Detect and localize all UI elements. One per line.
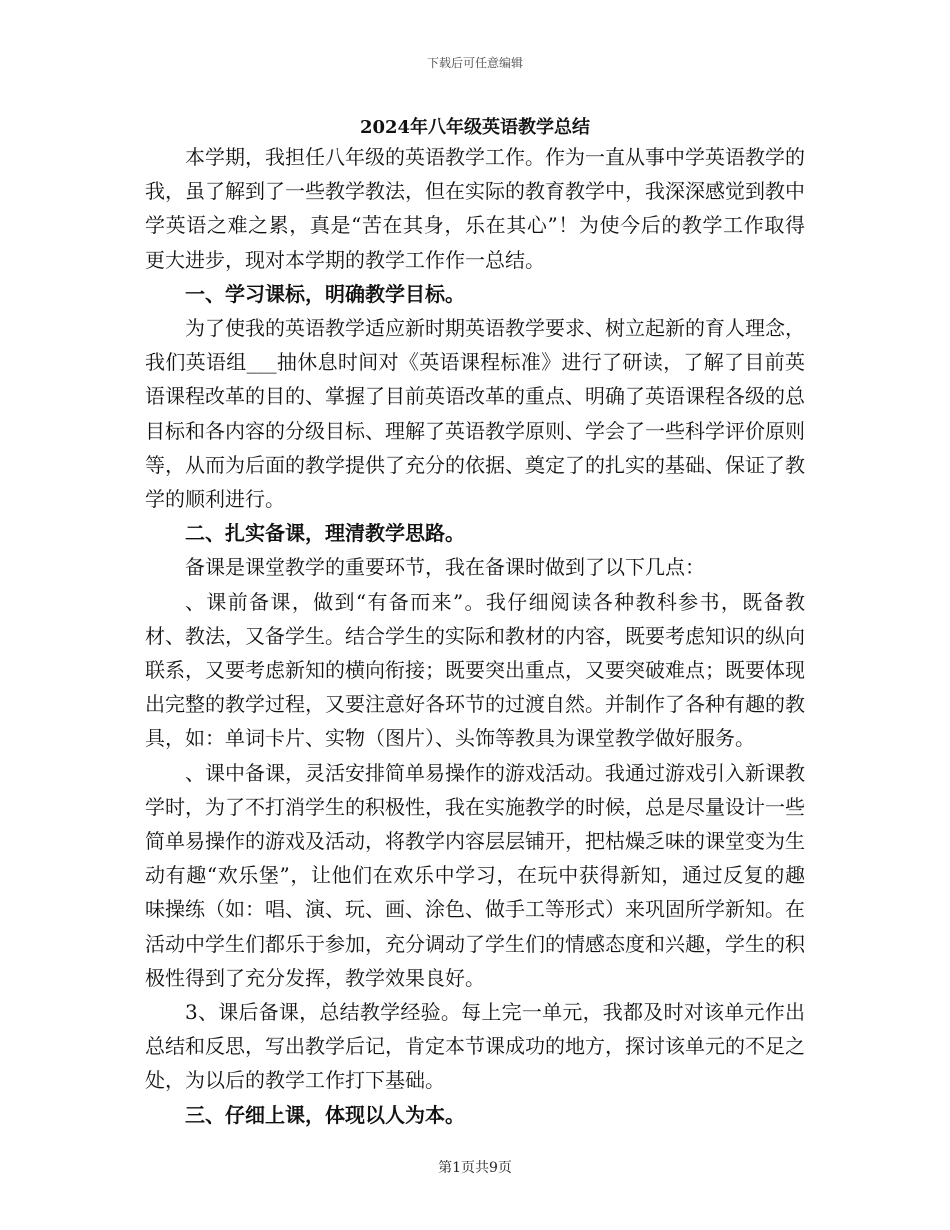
document-title: 2024年八年级英语教学总结 bbox=[359, 117, 591, 138]
page-footer: 第1页共9页 bbox=[438, 1160, 512, 1176]
intro-paragraph: 本学期，我担任八年级的英语教学工作。作为一直从事中学英语教学的我，虽了解到了一些教学教法，但在实际的教育教学中，我深深感觉到教中学英语之难之累，真是“苦在其身，乐在其心”！为使今后的教学工作取得更大进步，现对本学期的教学工作作一总结。 bbox=[145, 145, 805, 272]
section1-paragraph: 为了使我的英语教学适应新时期英语教学要求、树立起新的育人理念，我们英语组___抽休息时间对《英语课程标准》进行了研读，了解了目前英语课程改革的目的、掌握了目前英语改革的重点、明确了英语课程各级的总目标和各内容的分级目标、理解了英语教学原则、学会了一些科学评价原则等，从而为后面的教学提供了充分的依据、奠定了的扎实的基础、保证了教学的顺利进行。 bbox=[145, 316, 805, 512]
section2-item1-paragraph: 、课前备课，做到“有备而来”。我仔细阅读各种教科参书，既备教材、教法，又备学生。结合学生的实际和教材的内容，既要考虑知识的纵向联系，又要考虑新知的横向衔接；既要突出重点，又要突破难点；既要体现出完整的教学过程，又要注意好各环节的过渡自然。并制作了各种有趣的教具，如：单词卡片、实物（图片）、头饰等教具为课堂教学做好服务。 bbox=[145, 589, 805, 751]
section2-heading: 二、扎实备课，理清教学思路。 bbox=[185, 521, 465, 546]
section3-heading: 三、仔细上课，体现以人为本。 bbox=[185, 1102, 465, 1127]
section2-intro-paragraph: 备课是课堂教学的重要环节，我在备课时做到了以下几点： bbox=[185, 555, 705, 580]
section1-heading: 一、学习课标，明确教学目标。 bbox=[185, 281, 465, 306]
section2-item3-paragraph: 3、课后备课，总结教学经验。每上完一单元，我都及时对该单元作出总结和反思，写出教学后记，肯定本节课成功的地方，探讨该单元的不足之处，为以后的教学工作打下基础。 bbox=[145, 1000, 805, 1093]
section2-item2-paragraph: 、课中备课，灵活安排简单易操作的游戏活动。我通过游戏引入新课教学时，为了不打消学生的积极性，我在实施教学的时候，总是尽量设计一些简单易操作的游戏及活动，将教学内容层层铺开，把枯燥乏味的课堂变为生动有趣“欢乐堡”，让他们在欢乐中学习，在玩中获得新知，通过反复的趣味操练（如：唱、演、玩、画、涂色、做手工等形式）来巩固所学新知。在活动中学生们都乐于参加，充分调动了学生们的情感态度和兴趣，学生的积极性得到了充分发挥，教学效果良好。 bbox=[145, 760, 805, 990]
document-body bbox=[145, 140, 805, 1132]
header-note: 下载后可任意编辑 bbox=[426, 56, 523, 70]
